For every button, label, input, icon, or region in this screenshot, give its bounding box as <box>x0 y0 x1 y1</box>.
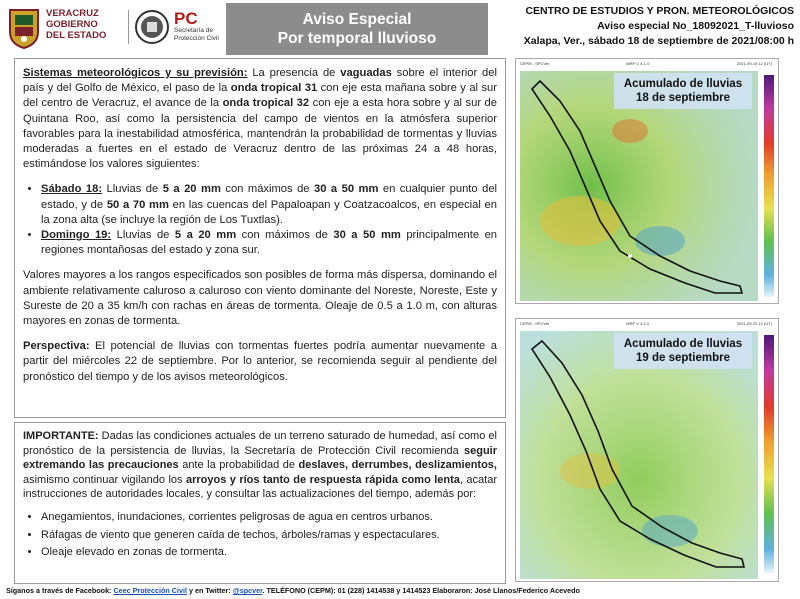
hazards-list <box>23 510 497 560</box>
civil-protection-seal-logo <box>134 8 170 46</box>
rainfall-colorbar <box>764 75 774 297</box>
state-government-name: VERACRUZ GOBIERNO DEL ESTADO <box>46 8 107 41</box>
twitter-link[interactable]: @spcver <box>232 586 263 595</box>
footer: Síganos a través de Facebook: Ceec Protección Civil y en Twitter: @spcver. TELÉFONO (CEPM): 01 (228) 1414538 y 1414523 Elaboraron: José Llanos/Federico Acevedo <box>6 586 580 595</box>
additional-conditions-paragraph: Valores mayores a los rangos especificados son posibles de forma más dispersa, dominando el ambiente relativamente caluroso a caluroso con viento dominante del Noreste, Noreste, Este y Sureste de 20 a 35 km/h con rachas en áreas de tormenta. Oleaje de 0.5 a 1.0 m, con alturas mayores en zonas de tormenta. <box>23 269 497 328</box>
document-heading <box>494 4 794 49</box>
systems-paragraph: Sistemas meteorológicos y su previsión: La presencia de vaguadas sobre el interior del país y del Golfo de México, el paso de la onda tropical 31 con eje esta mañana sobre y al sur del centro de Veracruz, el avance de la onda tropical 32 con eje a esta hora sobre y al sur de Quintana Roo, así como la persistencia del campo de vientos en la atmósfera superior favorables para la inestabilidad atmosférica, mantendrán la probabilidad de tormentas y lluvias moderadas a fuertes en el estado de Veracruz dentro de las próximas 24 a 48 horas, estimándose los valores siguientes: <box>23 67 497 171</box>
notice-number: Aviso especial No_18092021_T-lluvioso <box>597 20 794 32</box>
veracruz-shield-logo <box>6 6 42 50</box>
hazard-item: • Ráfagas de viento que generen caída de techos, árboles/ramas y espectaculares. <box>41 528 497 543</box>
map-meta: CEPM - SPCVer WRF V 4.1.4 2021-09-19 12 (UT) <box>520 61 772 66</box>
map-label: Acumulado de lluvias 18 de septiembre <box>614 73 752 109</box>
rainfall-colorbar <box>764 335 774 573</box>
important-box <box>14 422 506 584</box>
forecast-sunday: • Domingo 19: Lluvias de 5 a 20 mm con máximos de 30 a 50 mm principalmente en regiones montañosas del estado y zona sur. <box>41 228 497 258</box>
daily-forecast-list <box>23 182 497 258</box>
hazard-item: • Anegamientos, inundaciones, corrientes peligrosas de agua en centros urbanos. <box>41 510 497 525</box>
forecast-saturday: • Sábado 18: Lluvias de 5 a 20 mm con máximos de 30 a 50 mm en cualquier punto del estado, y de 50 a 70 mm en las cuencas del Papaloapan y Coatzacoalcos, en especial en la zona alta (se incluye la región de Los Tuxtlas). <box>41 182 497 228</box>
facebook-link[interactable]: Ceec Protección Civil <box>113 586 187 595</box>
outlook-paragraph: Perspectiva: El potencial de lluvias con tormentas fuertes podría aumentar nuevamente a partir del miércoles 22 de septiembre. Por lo anterior, se recomienda seguir al pendiente del pronóstico del tiempo y de los avisos meteorológicos. <box>23 340 497 383</box>
map-meta: CEPM - SPCVer WRF V 4.1.4 2021-09-20 12 (UT) <box>520 321 772 326</box>
banner-subtitle: Por temporal lluvioso <box>277 30 437 47</box>
header-divider <box>128 10 129 44</box>
center-name: CENTRO DE ESTUDIOS Y PRON. METEOROLÓGICOS <box>525 5 794 17</box>
civil-protection-name: PC Secretaría de Protección Civil <box>174 9 219 42</box>
hazard-item: • Oleaje elevado en zonas de tormenta. <box>41 545 497 560</box>
rainfall-map-day2 <box>515 318 779 582</box>
notice-banner <box>226 3 488 55</box>
banner-title: Aviso Especial <box>302 11 412 28</box>
forecast-text-box <box>14 58 506 418</box>
map-label: Acumulado de lluvias 19 de septiembre <box>614 333 752 369</box>
place-date: Xalapa, Ver., sábado 18 de septiembre de 2021/08:00 h <box>523 35 794 47</box>
important-paragraph: IMPORTANTE: Dadas las condiciones actuales de un terreno saturado de humedad, así como el pronóstico de la persistencia de lluvias, la Secretaría de Protección Civil recomienda seguir extremando las precauciones ante la probabilidad de deslaves, derrumbes, deslizamientos, asimismo continuar vigilando los arroyos y ríos tanto de respuesta rápida como lenta, acatar instrucciones de autoridades locales, y consultar las actualizaciones del tiempo, además por: <box>23 430 497 501</box>
rainfall-map-day1 <box>515 58 779 304</box>
